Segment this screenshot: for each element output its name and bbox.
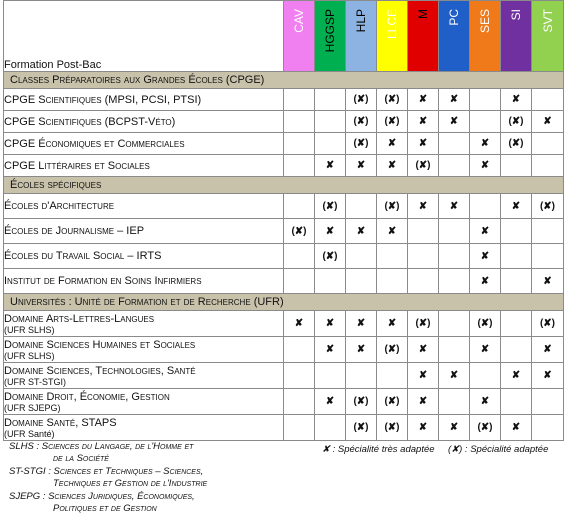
mark-cell-cav <box>284 269 315 294</box>
specialty-label: SVT <box>540 9 555 33</box>
corner-label: Formation Post-Bac <box>4 1 284 72</box>
mark-cell-pc <box>439 244 470 269</box>
mark-cell-cav <box>284 415 315 441</box>
table-row <box>4 89 564 111</box>
formation-label-cell <box>4 111 284 133</box>
specialty-header-ses <box>470 1 501 72</box>
formation-label-cell <box>4 194 284 219</box>
formation-name: Domaine Santé, STAPS <box>4 416 117 429</box>
formation-label-cell <box>4 244 284 269</box>
specialty-label: M <box>416 9 430 19</box>
formation-label-cell <box>4 311 284 337</box>
formation-ufr: (UFR ST-STGI) <box>4 376 66 387</box>
specialty-header-llce <box>377 1 408 72</box>
formation-label-cell <box>4 363 284 389</box>
mark-cell-ses: ✘ <box>470 155 501 177</box>
abbreviation-note <box>9 466 207 489</box>
mark-cell-cav <box>284 337 315 363</box>
formation-name: Écoles d'Architecture <box>4 200 115 212</box>
abbreviation-text-cont: Politiques et de Gestion <box>53 502 157 514</box>
mark-cell-m: ✘ <box>408 133 439 155</box>
mark-cell-pc: ✘ <box>439 111 470 133</box>
section-title: Écoles spécifiques <box>4 177 564 194</box>
mark-cell-hlp <box>346 269 377 294</box>
mark-cell-llce: ✘ <box>377 311 408 337</box>
mark-cell-hlp: (✘) <box>346 415 377 441</box>
mark-cell-cav <box>284 111 315 133</box>
formation-ufr: (UFR Santé) <box>4 428 55 439</box>
abbreviation-text-cont: Techniques et Gestion de l'Industrie <box>53 477 208 489</box>
mark-cell-cav <box>284 89 315 111</box>
mark-cell-si <box>501 219 532 244</box>
mark-cell-ses: ✘ <box>470 389 501 415</box>
mark-cell-hggsp <box>315 89 346 111</box>
abbreviation: ST-STGI <box>9 466 46 477</box>
mark-cell-cav <box>284 155 315 177</box>
formation-name: Domaine Sciences Humaines et Sociales <box>4 338 196 351</box>
mark-cell-pc: ✘ <box>439 194 470 219</box>
specialty-label: SES <box>478 9 492 34</box>
mark-cell-svt: ✘ <box>532 337 564 363</box>
mark-cell-hlp <box>346 194 377 219</box>
mark-cell-ses: (✘) <box>470 415 501 441</box>
mark-cell-pc: ✘ <box>439 89 470 111</box>
mark-cell-hlp: (✘) <box>346 389 377 415</box>
specialty-header-cav <box>284 1 315 72</box>
abbreviation-text: : Sciences et Techniques – Sciences, <box>45 466 204 477</box>
mark-cell-si: (✘) <box>501 111 532 133</box>
formation-ufr: (UFR SLHS) <box>4 350 55 361</box>
mark-cell-svt: (✘) <box>532 311 564 337</box>
mark-cell-svt: (✘) <box>532 194 564 219</box>
mark-cell-hlp: (✘) <box>346 133 377 155</box>
formation-ufr: (UFR SLHS) <box>4 324 55 335</box>
mark-cell-llce <box>377 363 408 389</box>
mark-cell-ses <box>470 89 501 111</box>
mark-cell-svt <box>532 415 564 441</box>
specialty-header-hggsp <box>315 1 346 72</box>
mark-cell-llce <box>377 244 408 269</box>
mark-cell-svt: ✘ <box>532 363 564 389</box>
mark-cell-llce: (✘) <box>377 111 408 133</box>
specialty-header-m <box>408 1 439 72</box>
mark-cell-pc <box>439 133 470 155</box>
mark-cell-m: ✘ <box>408 389 439 415</box>
mark-cell-hggsp <box>315 111 346 133</box>
table-row <box>4 155 564 177</box>
mark-cell-hlp: (✘) <box>346 111 377 133</box>
formation-label-cell <box>4 269 284 294</box>
mark-cell-m: ✘ <box>408 111 439 133</box>
specialty-label: HGGSP <box>323 9 337 53</box>
formation-label-cell <box>4 389 284 415</box>
mark-cell-hggsp: ✘ <box>315 219 346 244</box>
mark-cell-hlp <box>346 244 377 269</box>
mark-cell-hggsp: (✘) <box>315 244 346 269</box>
mark-cell-pc <box>439 155 470 177</box>
specialty-header-svt <box>532 1 564 72</box>
abbreviation-text-cont: de la Société <box>53 452 109 464</box>
mark-cell-llce: (✘) <box>377 89 408 111</box>
table-row <box>4 415 564 441</box>
mark-cell-llce: ✘ <box>377 155 408 177</box>
mark-cell-hggsp: (✘) <box>315 194 346 219</box>
mark-cell-cav: (✘) <box>284 219 315 244</box>
specialty-header-pc <box>439 1 470 72</box>
mark-cell-llce: (✘) <box>377 415 408 441</box>
mark-cell-hggsp <box>315 133 346 155</box>
mark-cell-si: ✘ <box>501 89 532 111</box>
abbreviation: SJEPG <box>9 491 41 502</box>
table-row <box>4 194 564 219</box>
mark-cell-hggsp <box>315 415 346 441</box>
mark-cell-m: ✘ <box>408 89 439 111</box>
legend-adapted: (✘) : Spécialité adaptée <box>448 444 549 455</box>
formation-name: CPGE Scientifiques (MPSI, PCSI, PTSI) <box>4 93 202 106</box>
mark-cell-hggsp <box>315 363 346 389</box>
abbreviation: SLHS <box>9 441 34 452</box>
formation-name: Écoles du Travail Social – IRTS <box>4 250 162 262</box>
formation-label-cell <box>4 337 284 363</box>
mark-cell-m: ✘ <box>408 415 439 441</box>
mark-cell-ses: ✘ <box>470 244 501 269</box>
mark-cell-m: (✘) <box>408 155 439 177</box>
specialty-header-si <box>501 1 532 72</box>
abbreviation-text: : Sciences du Langage, de l'Homme et <box>33 441 194 452</box>
mark-cell-si <box>501 244 532 269</box>
section-title: Classes Préparatoires aux Grandes Écoles (CPGE) <box>4 72 564 89</box>
mark-cell-svt <box>532 219 564 244</box>
mark-cell-si: ✘ <box>501 363 532 389</box>
table-row <box>4 219 564 244</box>
mark-cell-hlp: (✘) <box>346 89 377 111</box>
table-row <box>4 389 564 415</box>
mark-cell-cav <box>284 363 315 389</box>
mark-cell-llce: (✘) <box>377 337 408 363</box>
mark-cell-cav <box>284 244 315 269</box>
specialty-label: SI <box>509 9 523 21</box>
mark-cell-svt <box>532 389 564 415</box>
mark-cell-m: ✘ <box>408 363 439 389</box>
mark-cell-svt <box>532 89 564 111</box>
legend-very-adapted: ✘ : Spécialité très adaptée <box>322 444 435 455</box>
formation-label-cell <box>4 155 284 177</box>
formation-label-cell <box>4 89 284 111</box>
mark-cell-ses: ✘ <box>470 133 501 155</box>
mark-cell-llce <box>377 269 408 294</box>
mark-cell-hlp: ✘ <box>346 311 377 337</box>
specialty-header-hlp <box>346 1 377 72</box>
mark-cell-hlp: ✘ <box>346 337 377 363</box>
mark-cell-svt <box>532 244 564 269</box>
table-row <box>4 269 564 294</box>
mark-cell-llce: (✘) <box>377 194 408 219</box>
mark-cell-m: (✘) <box>408 311 439 337</box>
mark-cell-m <box>408 219 439 244</box>
abbreviation-text: : Sciences Juridiques, Économiques, <box>40 491 195 502</box>
table-row <box>4 244 564 269</box>
mark-cell-hggsp: ✘ <box>315 155 346 177</box>
section-title: Universités : Unité de Formation et de Recherche (UFR) <box>4 294 564 311</box>
formation-name: Institut de Formation en Soins Infirmiers <box>4 275 202 287</box>
mark-cell-svt <box>532 133 564 155</box>
mark-cell-si: (✘) <box>501 133 532 155</box>
formation-label-cell <box>4 133 284 155</box>
mark-cell-hlp: ✘ <box>346 219 377 244</box>
mark-cell-pc <box>439 311 470 337</box>
mark-cell-pc: ✘ <box>439 415 470 441</box>
mark-cell-hggsp: ✘ <box>315 337 346 363</box>
table-row <box>4 363 564 389</box>
mark-cell-cav: ✘ <box>284 311 315 337</box>
mark-cell-cav <box>284 389 315 415</box>
mark-cell-ses <box>470 194 501 219</box>
formation-label-cell <box>4 415 284 441</box>
mark-cell-ses <box>470 363 501 389</box>
formation-label-cell <box>4 219 284 244</box>
mark-cell-ses: ✘ <box>470 269 501 294</box>
formation-name: CPGE Littéraires et Sociales <box>4 159 150 172</box>
table-row <box>4 111 564 133</box>
mark-cell-m <box>408 269 439 294</box>
abbreviation-note <box>9 441 207 464</box>
mark-cell-cav <box>284 194 315 219</box>
mark-cell-svt: ✘ <box>532 269 564 294</box>
mark-cell-hggsp: ✘ <box>315 311 346 337</box>
mark-cell-pc <box>439 219 470 244</box>
mark-cell-m <box>408 244 439 269</box>
header-row <box>4 1 564 72</box>
mark-cell-pc: ✘ <box>439 363 470 389</box>
formation-name: Domaine Droit, Économie, Gestion <box>4 390 170 403</box>
specialty-label: LLCE <box>385 9 399 40</box>
formation-name: CPGE Économiques et Commerciales <box>4 137 185 150</box>
abbreviation-notes <box>9 441 207 514</box>
mark-cell-hlp <box>346 363 377 389</box>
specialty-label: PC <box>447 9 461 26</box>
section-row <box>4 177 564 194</box>
specialty-label: CAV <box>292 9 306 33</box>
formation-name: CPGE Scientifiques (BCPST-Véto) <box>4 115 176 128</box>
mark-cell-hggsp: ✘ <box>315 389 346 415</box>
mark-cell-svt: ✘ <box>532 111 564 133</box>
table-body <box>4 72 564 441</box>
mark-cell-llce: ✘ <box>377 133 408 155</box>
formation-table <box>3 0 564 441</box>
mark-cell-si <box>501 311 532 337</box>
formation-name: Domaine Sciences, Technologies, Santé <box>4 364 196 377</box>
table-row <box>4 311 564 337</box>
formation-name: Domaine Arts-Lettres-Langues <box>4 312 155 325</box>
mark-cell-cav <box>284 133 315 155</box>
table-row <box>4 337 564 363</box>
mark-cell-si: ✘ <box>501 194 532 219</box>
mark-cell-si: ✘ <box>501 415 532 441</box>
mark-cell-m: ✘ <box>408 194 439 219</box>
abbreviation-note <box>9 491 207 514</box>
mark-cell-pc <box>439 269 470 294</box>
mark-cell-ses <box>470 111 501 133</box>
mark-cell-ses: ✘ <box>470 219 501 244</box>
mark-cell-llce: ✘ <box>377 219 408 244</box>
mark-cell-ses: ✘ <box>470 337 501 363</box>
mark-cell-hlp: ✘ <box>346 155 377 177</box>
mark-cell-pc <box>439 337 470 363</box>
mark-cell-si <box>501 269 532 294</box>
mark-cell-si <box>501 389 532 415</box>
mark-cell-si <box>501 155 532 177</box>
mark-cell-m: ✘ <box>408 337 439 363</box>
mark-cell-pc <box>439 389 470 415</box>
mark-cell-ses: (✘) <box>470 311 501 337</box>
mark-cell-hggsp <box>315 269 346 294</box>
section-row <box>4 294 564 311</box>
mark-cell-svt <box>532 155 564 177</box>
mark-cell-llce: (✘) <box>377 389 408 415</box>
table-row <box>4 133 564 155</box>
mark-cell-si <box>501 337 532 363</box>
section-row <box>4 72 564 89</box>
specialty-label: HLP <box>354 9 368 33</box>
formation-name: Écoles de Journalisme – IEP <box>4 225 145 237</box>
formation-ufr: (UFR SJEPG) <box>4 402 61 413</box>
